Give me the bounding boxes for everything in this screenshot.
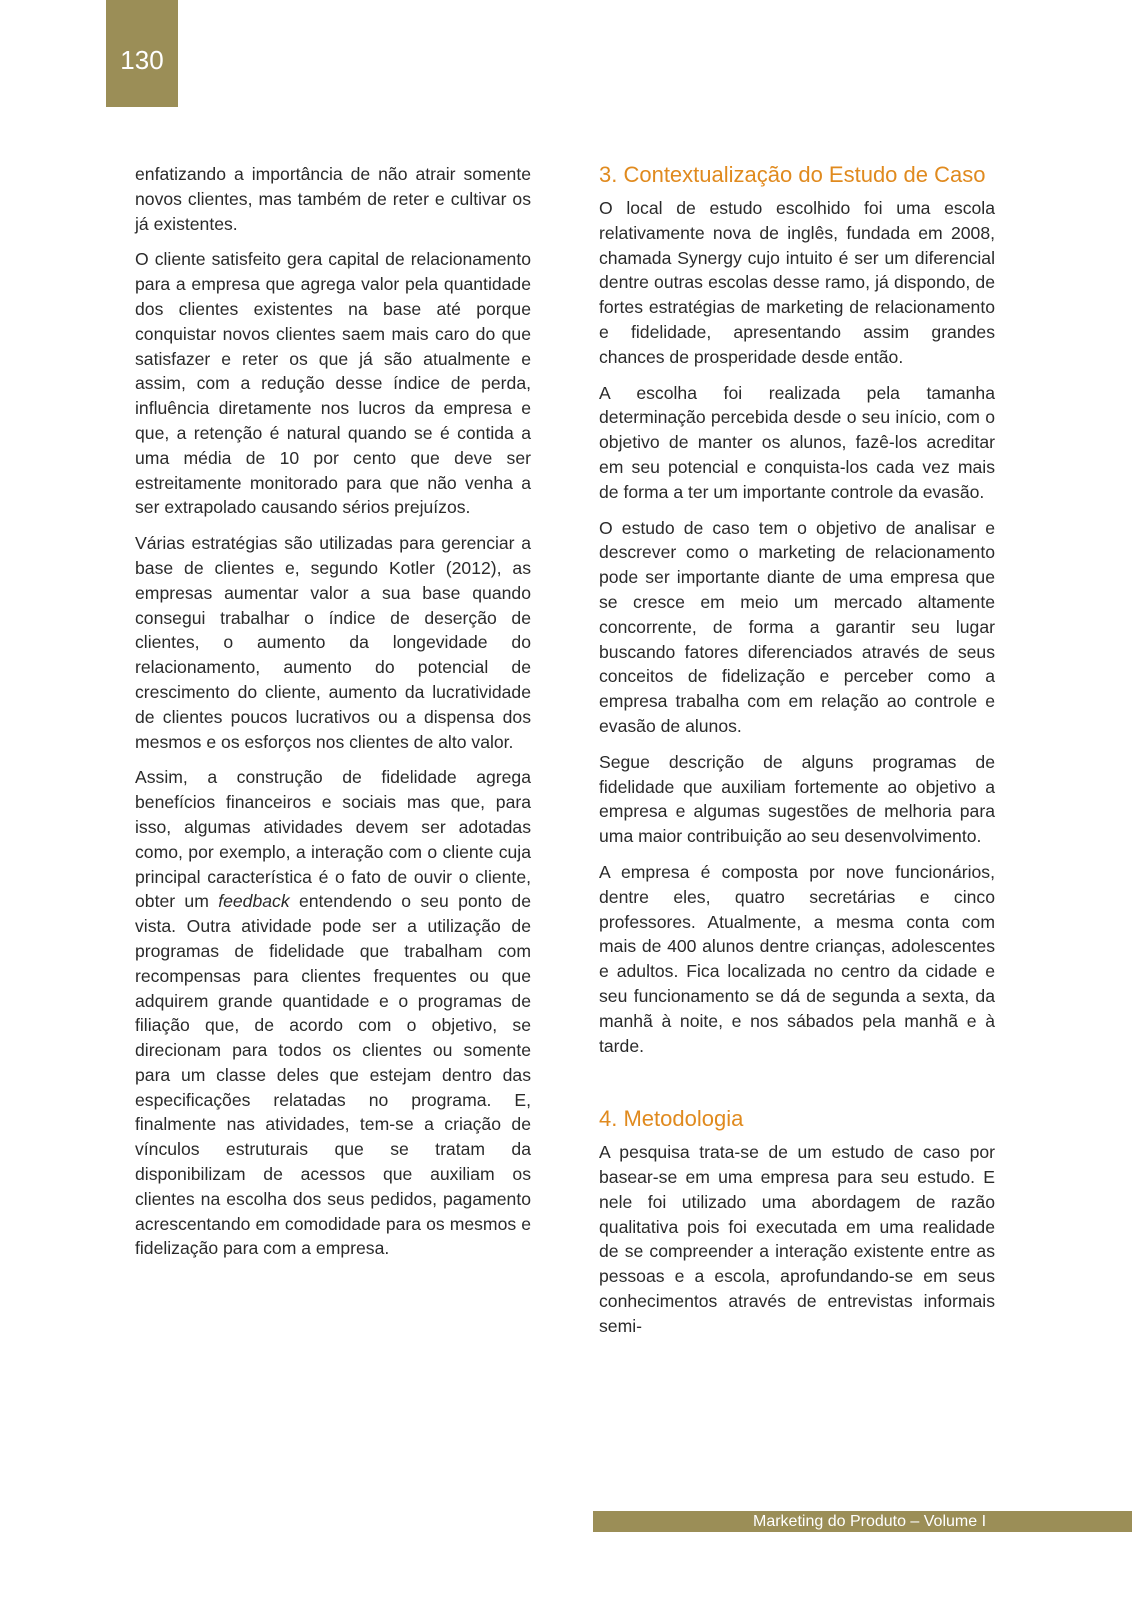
footer-bar [593,1511,1132,1532]
paragraph: Várias estratégias são utilizadas para gerenciar a base de clientes e, segundo Kotler (2012), as empresas aumentar valor a sua base quando consegui trabalhar o índice de deserção de clientes, o aumento da longevidade do relacionamento, aumento do potencial de crescimento do cliente, aumento da lucratividade de clientes poucos lucrativos ou a dispensa dos mesmos e os esforços nos clientes de alto valor. [135,533,531,752]
paragraph: O estudo de caso tem o objetivo de analisar e descrever como o marketing de relacionamento pode ser importante diante de uma empresa que se cresce em meio um mercado altamente concorrente, de forma a garantir seu lugar buscando fatores diferenciados através de seus conceitos de fidelização e perceber como a empresa trabalha com em relação ao controle e evasão de alunos. [599,517,995,736]
section-heading: 3. Contextualização do Estudo de Caso [599,162,986,187]
left-column [135,162,531,1272]
paragraph: Segue descrição de alguns programas de fidelidade que auxiliam fortemente ao objetivo a empresa e algumas sugestões de melhoria para uma maior contribuição ao seu desenvolvimento. [599,751,995,847]
page-number: 130 [106,0,178,107]
paragraph [135,765,531,1261]
paragraph: O local de estudo escolhido foi uma escola relativamente nova de inglês, fundada em 2008, chamada Synergy cujo intuito é ser um diferencial dentre outras escolas desse ramo, já dispondo, de fortes estratégias de marketing de relacionamento e fidelidade, apresentando assim grandes chances de prosperidade desde então. [599,198,995,367]
italic-term: feedback [218,891,290,912]
paragraph-text: Assim, a construção de fidelidade agrega benefícios financeiros e sociais mas que, para isso, algumas atividades devem ser adotadas como, por exemplo, a interação com o cliente cuja principal característica é o fato de ouvir o cliente, obter um [135,767,531,912]
paragraph: A pesquisa trata-se de um estudo de caso por basear-se em uma empresa para seu estudo. E nele foi utilizado uma abordagem de razão qualitativa pois foi executada em uma realidade de se compreender a interação existente entre as pessoas e a escola, aprofundando-se em seus conhecimentos através de entrevistas informais semi- [599,1142,995,1336]
right-column [599,162,995,1350]
paragraph: A empresa é composta por nove funcionários, dentre eles, quatro secretárias e cinco professores. Atualmente, a mesma conta com mais de 400 alunos dentre crianças, adolescentes e adultos. Fica localizada no centro da cidade e seu funcionamento se dá de segunda a sexta, da manhã à noite, e nos sábados pela manhã e à tarde. [599,861,995,1056]
paragraph: O cliente satisfeito gera capital de relacionamento para a empresa que agrega valor pela quantidade dos clientes existentes na base até porque conquistar novos clientes saem mais caro do que satisfazer e reter os que já são atualmente e assim, com a redução desse índice de perda, influência diretamente nos lucros da empresa e que, a retenção é natural quando se é contida a uma média de 10 por cento que deve ser estreitamente monitorado para que não venha a ser extrapolado causando sérios prejuízos. [135,249,531,518]
paragraph: A escolha foi realizada pela tamanha determinação percebida desde o seu início, com o objetivo de manter os alunos, fazê-los acreditar em seu potencial e conquista-los cada vez mais de forma a ter um importante controle da evasão. [599,382,995,502]
paragraph-text: entendendo o seu ponto de vista. Outra atividade pode ser a utilização de programas de fidelidade que trabalham com recompensas para clientes frequentes ou que adquirem grande quantidade e o programas de filiação que, de acordo com o objetivo, se direcionam para todos os clientes ou somente para um classe deles que estejam dentro das especificações relatadas no programa. E, finalmente nas atividades, tem-se a criação de vínculos estruturais que se tratam da disponibilizam de acessos que auxiliam os clientes na escolha dos seus pedidos, pagamento acrescentando em comodidade para os mesmos e fidelização para com a empresa. [135,891,531,1259]
section-heading: 4. Metodologia [599,1106,744,1132]
paragraph: enfatizando a importância de não atrair somente novos clientes, mas também de reter e cultivar os já existentes. [135,164,531,234]
footer-text: Marketing do Produto – Volume I [753,1513,987,1530]
